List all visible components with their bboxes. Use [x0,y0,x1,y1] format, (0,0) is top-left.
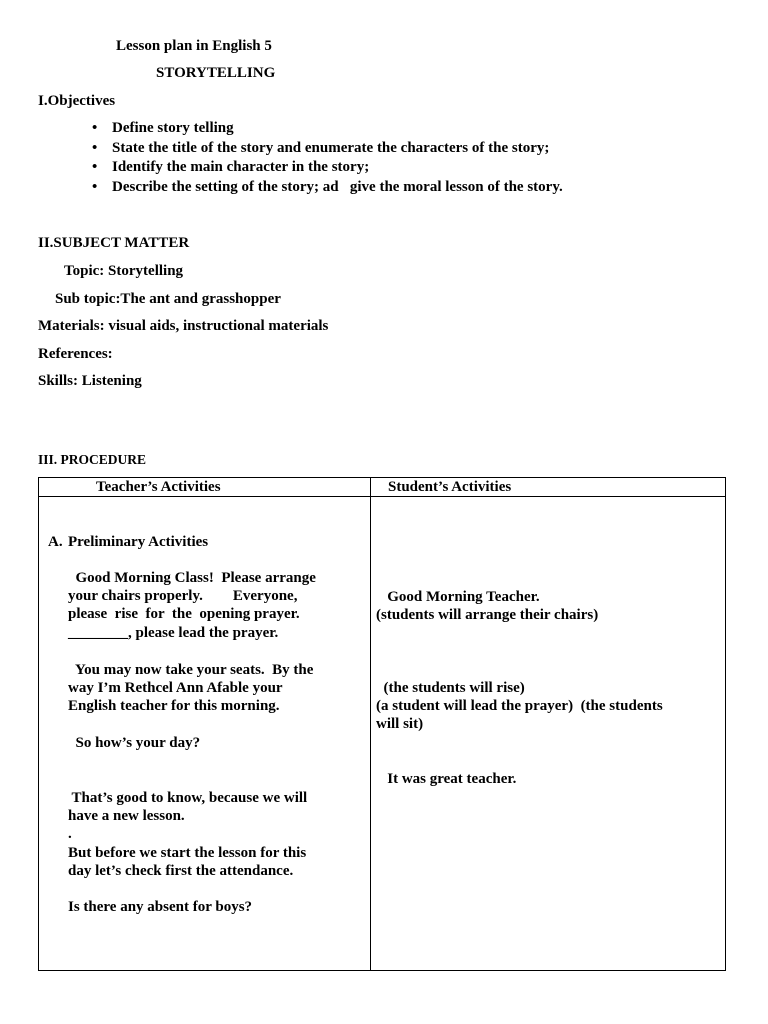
procedure-table [38,477,726,971]
objective-item: • Identify the main character in the story; [92,158,563,178]
page-subtitle: STORYTELLING [156,65,276,81]
objective-item: • Define story telling [92,119,563,139]
teacher-activities-header: Teacher’s Activities [96,479,221,495]
student-prayer: (the students will rise) (a student will lead the prayer) (the students will sit) [376,680,663,733]
skills-line: Skills: Listening [38,373,142,389]
subject-matter-heading: II.SUBJECT MATTER [38,235,190,251]
section-label: A. [48,534,63,550]
teacher-question: So how’s your day? [68,735,201,751]
references-line: References: [38,346,113,362]
objectives-list [92,119,563,198]
student-answer: It was great teacher. [376,771,517,787]
section-title: Preliminary Activities [68,534,209,550]
topic-line: Topic: Storytelling [64,263,184,279]
student-activities-header: Student’s Activities [388,479,512,495]
teacher-attendance: That’s good to know, because we will have a new lesson. . But before we start the lesson for this day let’s check first the attendance. [68,790,308,879]
objectives-heading: I.Objectives [38,93,116,109]
objective-item: • State the title of the story and enumerate the characters of the story; [92,139,563,159]
materials-line: Materials: visual aids, instructional materials [38,318,329,334]
page-title: Lesson plan in English 5 [116,38,272,54]
teacher-greeting: Good Morning Class! Please arrange your chairs properly. Everyone, please rise for the opening prayer. ________, please lead the prayer. [68,570,316,641]
student-greeting: Good Morning Teacher. (students will arrange their chairs) [376,589,599,624]
teacher-introduction: You may now take your seats. By the way I’m Rethcel Ann Afable your English teacher for this morning. [68,662,314,715]
objective-item: • Describe the setting of the story; ad give the moral lesson of the story. [92,178,563,198]
teacher-absent-question: Is there any absent for boys? [68,899,253,915]
procedure-heading: III. PROCEDURE [38,452,147,467]
sub-topic-line: Sub topic:The ant and grasshopper [55,291,281,307]
table-column-divider [370,478,371,970]
